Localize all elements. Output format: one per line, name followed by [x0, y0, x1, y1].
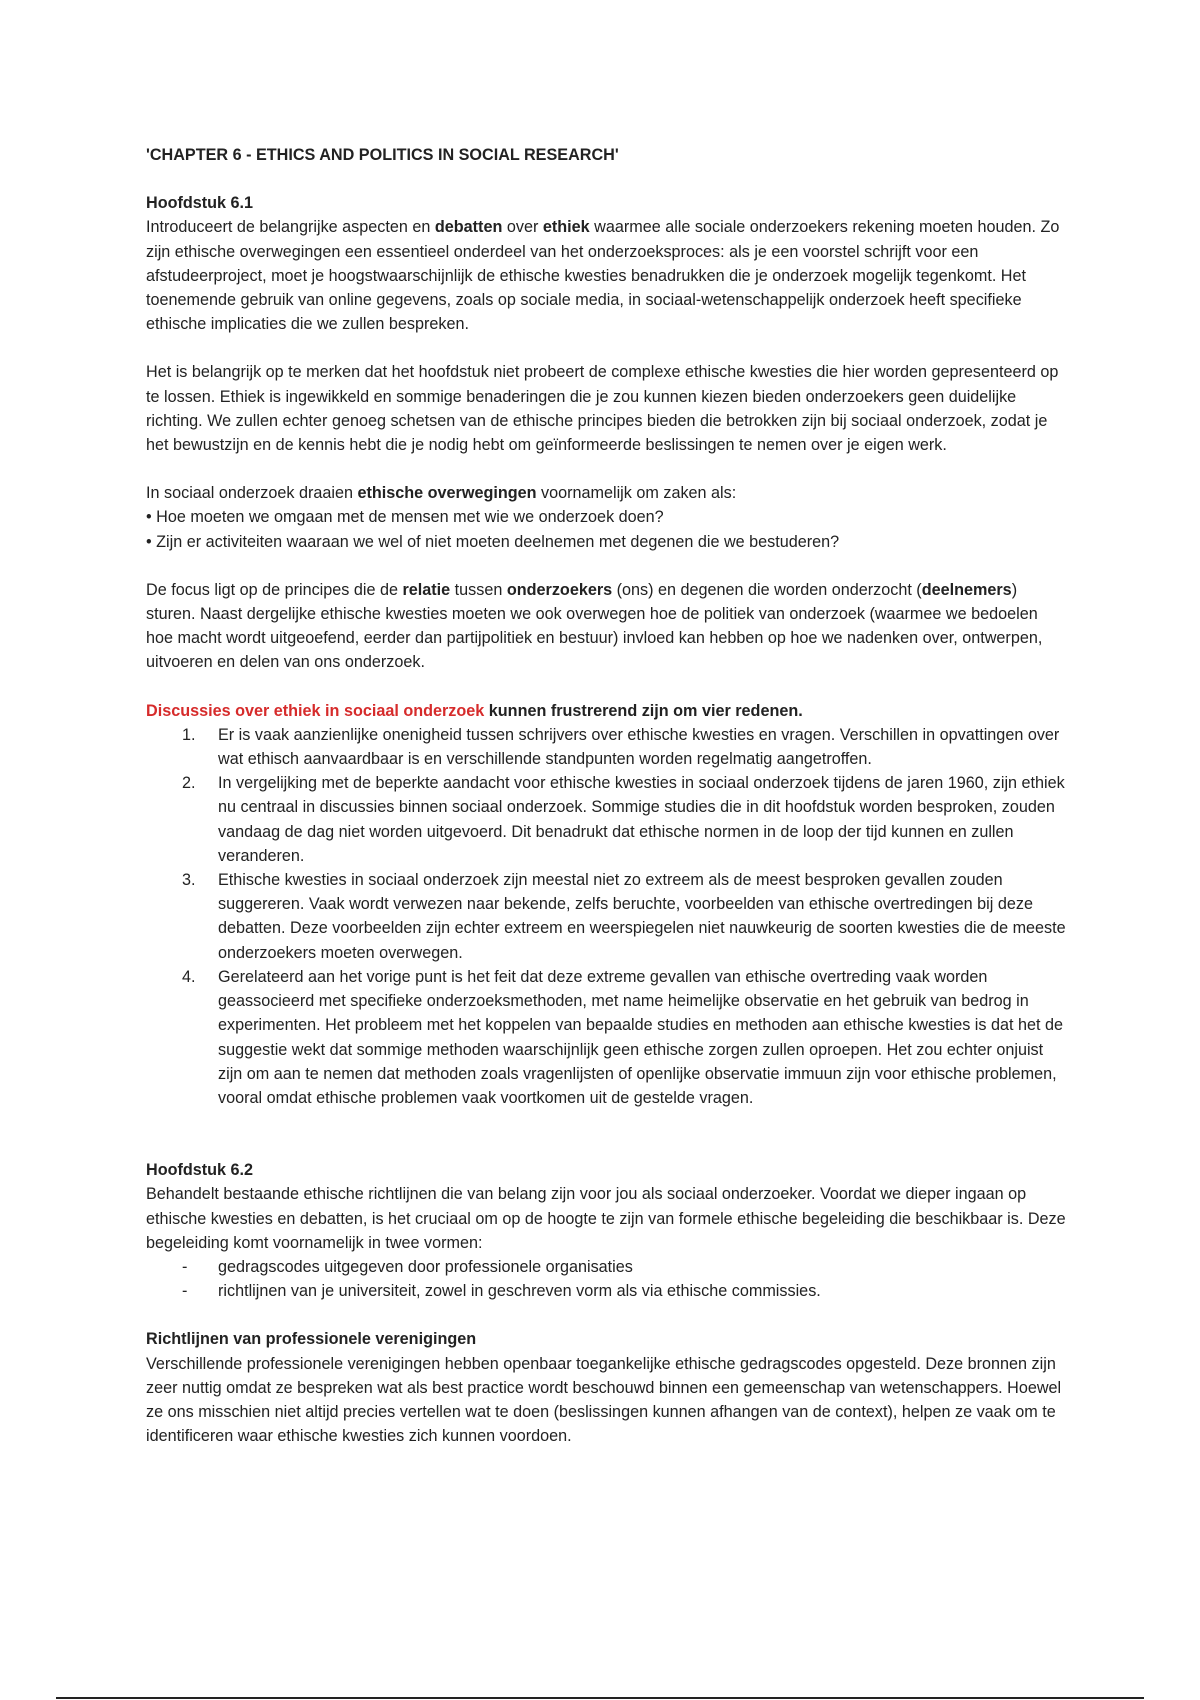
- list-item: [146, 1255, 1066, 1279]
- list-text: In vergelijking met de beperkte aandacht voor ethische kwesties in sociaal onderzoek tijdens de jaren 1960, zijn ethiek nu centraal in discussies binnen sociaal onderzoek. Sommige studies die in dit hoofdstuk worden besproken, zouden vandaag de dag niet worden uitgevoerd. Dit benadrukt dat ethische normen in de loop der tijd kunnen en zullen veranderen.: [218, 774, 1065, 865]
- list-text: Er is vaak aanzienlijke onenigheid tussen schrijvers over ethische kwesties en vragen. Verschillen in opvattingen over wat ethisch aanvaardbaar is en verschillende standpunten worden regelmatig aangetroffen.: [218, 725, 1060, 769]
- subheading: Richtlijnen van professionele verenigingen: [146, 1330, 477, 1349]
- section-heading: Hoofdstuk 6.1: [146, 194, 254, 213]
- text-run: In sociaal onderzoek draaien: [146, 484, 358, 503]
- bold-term: ethische overwegingen: [357, 484, 537, 503]
- text-run: ) sturen. Naast dergelijke ethische kwesties moeten we ook overwegen hoe de politiek van onderzoek (waarmee we bedoelen hoe macht wordt uitgeoefend, eerder dan partijpolitiek en bestuur) invloed kan hebben op hoe we nadenken over, ontwerpen, uitvoeren en delen van ons onderzoek.: [146, 580, 1043, 672]
- paragraph: [146, 699, 1066, 723]
- text-run: Introduceert de belangrijke aspecten en: [146, 218, 435, 237]
- paragraph: [146, 578, 1066, 675]
- paragraph: Verschillende professionele verenigingen hebben openbaar toegankelijke ethische gedragscodes opgesteld. Deze bronnen zijn zeer nuttig omdat ze bespreken wat als best practice wordt beschouwd binnen een gemeenschap van wetenschappers. Hoewel ze ons misschien niet altijd precies vertellen wat te doen (beslissingen kunnen afhangen van de context), helpen ze vaak om te identificeren waar ethische kwesties zich kunnen voordoen.: [146, 1354, 1062, 1446]
- text-run: voornamelijk om zaken als:: [536, 484, 737, 503]
- highlighted-phrase: Discussies over ethiek in sociaal onderzoek: [146, 701, 485, 720]
- text-run: waarmee alle sociale onderzoekers rekening moeten houden. Zo zijn ethische overwegingen een essentieel onderdeel van het onderzoeksproces: als je een voorstel schrijft voor een afstudeerproject, moet je hoogstwaarschijnlijk de ethische kwesties benadrukken die je onderzoek mogelijk tegenkomt. Het toenemende gebruik van online gegevens, zoals op sociale media, in sociaal-wetenschappelijk onderzoek heeft specifieke ethische implicaties die we zullen bespreken.: [146, 218, 1060, 334]
- text-run: over: [502, 218, 543, 237]
- list-dash: -: [182, 1282, 188, 1301]
- section-6-1: [146, 191, 1066, 1110]
- paragraph: Het is belangrijk op te merken dat het hoofdstuk niet probeert de complexe ethische kwesties die hier worden gepresenteerd op te lossen. Ethiek is ingewikkeld en sommige benaderingen die je zou kunnen kiezen bieden onderzoekers geen duidelijke richting. We zullen echter genoeg schetsen van de ethische principes bieden die betrokken zijn bij sociaal onderzoek, zodat je het bewustzijn en de kennis hebt die je nodig hebt om geïnformeerde beslissingen te nemen over je eigen werk.: [146, 363, 1059, 455]
- list-item: [146, 723, 1066, 771]
- bold-term: kunnen frustrerend zijn om vier redenen.: [484, 701, 803, 720]
- bold-term: relatie: [402, 580, 451, 599]
- list-dash: -: [182, 1257, 188, 1276]
- section-6-2: [146, 1158, 1066, 1448]
- document-title: 'CHAPTER 6 - ETHICS AND POLITICS IN SOCIAL RESEARCH': [146, 146, 619, 164]
- forms-list: [146, 1255, 1066, 1303]
- list-number: 3.: [182, 871, 196, 890]
- list-text: richtlijnen van je universiteit, zowel in geschreven vorm als via ethische commissies.: [218, 1282, 821, 1301]
- document-page: [146, 143, 1066, 1448]
- list-item: [146, 771, 1066, 868]
- list-text: Gerelateerd aan het vorige punt is het feit dat deze extreme gevallen van ethische overtreding vaak worden geassocieerd met specifieke onderzoeksmethoden, met name heimelijke observatie en het gebruik van bedrog in experimenten. Het probleem met het koppelen van bepaalde studies en methoden aan ethische kwesties is dat het de suggestie wekt dat sommige methoden waarschijnlijk geen ethische zorgen zullen oproepen. Het zou echter onjuist zijn om aan te nemen dat methoden zoals vragenlijsten of openlijke observatie immuun zijn voor ethische problemen, vooral omdat ethische problemen vaak voortkomen uit de gestelde vragen.: [218, 967, 1063, 1107]
- section-heading: Hoofdstuk 6.2: [146, 1161, 254, 1180]
- paragraph: [146, 481, 1066, 505]
- text-run: tussen: [450, 580, 507, 599]
- list-item: [146, 1279, 1066, 1303]
- bold-term: debatten: [434, 218, 503, 237]
- bold-term: deelnemers: [921, 580, 1012, 599]
- list-text: gedragscodes uitgegeven door professionele organisaties: [218, 1257, 633, 1276]
- text-run: De focus ligt op de principes die de: [146, 580, 403, 599]
- list-number: 4.: [182, 967, 196, 986]
- list-item: [146, 965, 1066, 1110]
- bold-term: onderzoekers: [506, 580, 613, 599]
- list-number: 1.: [182, 725, 196, 744]
- page-divider: [56, 1697, 1144, 1699]
- paragraph: Behandelt bestaande ethische richtlijnen die van belang zijn voor jou als sociaal onderzoeker. Voordat we dieper ingaan op ethische kwesties en debatten, is het cruciaal om op de hoogte te zijn van formele ethische begeleiding die beschikbaar is. Deze begeleiding komt voornamelijk in twee vormen:: [146, 1185, 1066, 1252]
- bullet-item: • Hoe moeten we omgaan met de mensen met wie we onderzoek doen?: [146, 508, 664, 527]
- bold-term: ethiek: [542, 218, 590, 237]
- paragraph: [146, 215, 1066, 336]
- bullet-item: • Zijn er activiteiten waaraan we wel of niet moeten deelnemen met degenen die we bestuderen?: [146, 532, 840, 551]
- list-item: [146, 868, 1066, 965]
- list-text: Ethische kwesties in sociaal onderzoek zijn meestal niet zo extreem als de meest besproken gevallen zouden suggereren. Vaak wordt verwezen naar bekende, zelfs beruchte, voorbeelden van ethische overtredingen bij deze debatten. Deze voorbeelden zijn echter extreem en weerspiegelen niet nauwkeurig de soorten kwesties die de meeste onderzoekers moeten overwegen.: [218, 871, 1066, 962]
- list-number: 2.: [182, 774, 196, 793]
- reasons-list: [146, 723, 1066, 1110]
- text-run: (ons) en degenen die worden onderzocht (: [612, 580, 922, 599]
